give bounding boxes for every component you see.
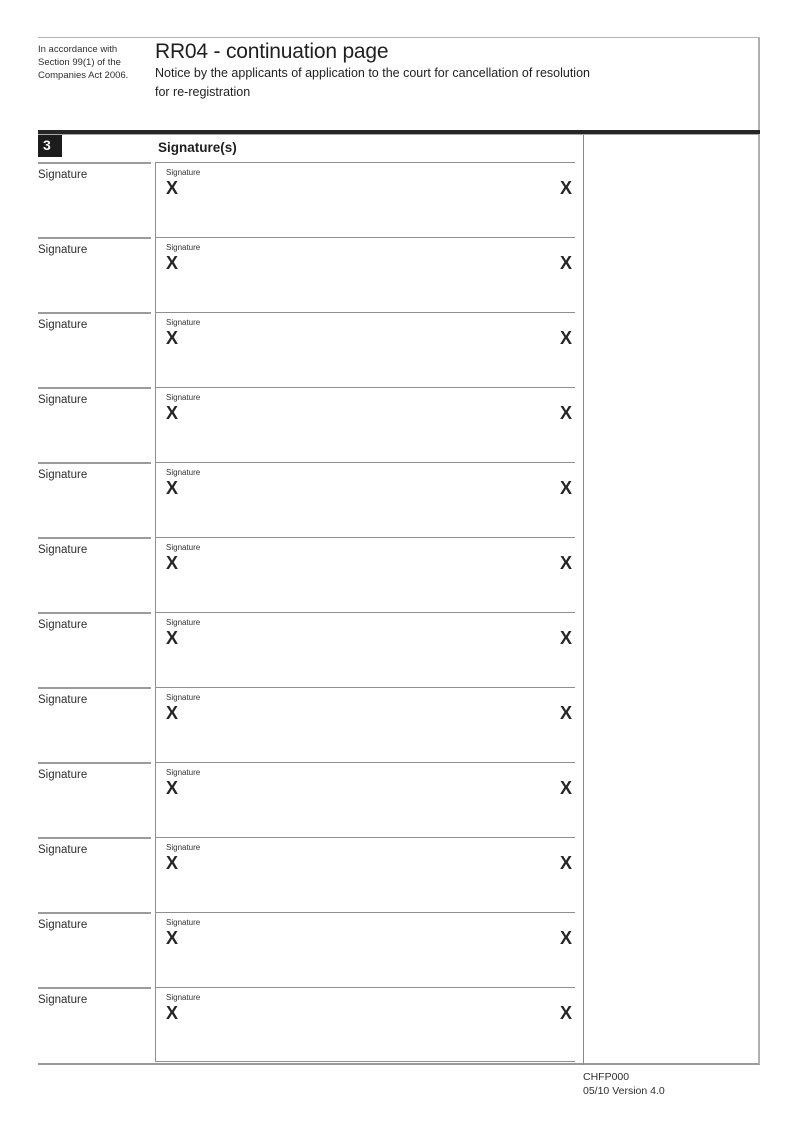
- act-note-line: In accordance with: [38, 44, 118, 55]
- section-divider-bar: [38, 130, 760, 135]
- signature-input-box[interactable]: [155, 462, 575, 537]
- section-heading: Signature(s): [158, 140, 237, 155]
- signature-x-mark-left: X: [166, 778, 179, 798]
- column-divider: [583, 135, 584, 1065]
- signature-input-box[interactable]: [155, 612, 575, 687]
- signature-box-label: Signature: [166, 543, 201, 552]
- signature-row-label: Signature: [38, 612, 151, 631]
- signature-row-label: Signature: [38, 462, 151, 481]
- signature-x-mark-left: X: [166, 553, 179, 573]
- signature-row-label: Signature: [38, 687, 151, 706]
- form-footer: [583, 1070, 665, 1098]
- signature-box-label: Signature: [166, 993, 201, 1002]
- signature-x-mark-left: X: [166, 328, 179, 348]
- signature-x-mark-right: X: [559, 403, 572, 423]
- signature-row-label: Signature: [38, 762, 151, 781]
- act-note-line: Section 99(1) of the: [38, 57, 121, 68]
- signature-row: [38, 537, 575, 612]
- signature-x-mark-right: X: [559, 928, 572, 948]
- signature-x-mark-right: X: [559, 328, 572, 348]
- signature-x-mark-left: X: [166, 253, 179, 273]
- signature-row-label: Signature: [38, 987, 151, 1006]
- signature-box-label: Signature: [166, 618, 201, 627]
- signature-input-box[interactable]: [155, 762, 575, 837]
- signature-box-label: Signature: [166, 918, 201, 927]
- signature-row: [38, 387, 575, 462]
- signature-row-label: Signature: [38, 837, 151, 856]
- signature-row: [38, 837, 575, 912]
- signature-row: [38, 987, 575, 1062]
- signature-x-mark-left: X: [166, 853, 179, 873]
- act-note-line: Companies Act 2006.: [38, 70, 129, 81]
- form-title: RR04 - continuation page: [155, 40, 389, 63]
- form-subtitle-line: Notice by the applicants of application to the court for cancellation of resolution: [155, 66, 590, 80]
- signature-row-label: Signature: [38, 237, 151, 256]
- signature-x-mark-right: X: [559, 628, 572, 648]
- signature-row-label: Signature: [38, 912, 151, 931]
- signature-x-mark-left: X: [166, 928, 179, 948]
- signature-x-mark-right: X: [559, 478, 572, 498]
- signature-x-mark-right: X: [559, 1003, 572, 1023]
- signature-x-mark-left: X: [166, 1003, 179, 1023]
- form-code: CHFP000: [583, 1071, 630, 1083]
- signature-input-box[interactable]: [155, 312, 575, 387]
- signature-x-mark-right: X: [559, 778, 572, 798]
- form-subtitle-line: for re-registration: [155, 85, 251, 99]
- act-reference-note: [38, 43, 156, 82]
- signature-row-label: Signature: [38, 537, 151, 556]
- signature-x-mark-right: X: [559, 703, 572, 723]
- signature-input-box[interactable]: [155, 912, 575, 987]
- signature-input-box[interactable]: [155, 687, 575, 762]
- form-subtitle: [155, 64, 590, 102]
- signature-box-label: Signature: [166, 393, 201, 402]
- signature-box-label: Signature: [166, 693, 201, 702]
- signature-row-label: Signature: [38, 162, 151, 181]
- signature-row: [38, 162, 575, 237]
- signature-box-label: Signature: [166, 168, 201, 177]
- signature-x-mark-left: X: [166, 703, 179, 723]
- signature-x-mark-left: X: [166, 178, 179, 198]
- signature-x-mark-left: X: [166, 403, 179, 423]
- signature-input-box[interactable]: [155, 387, 575, 462]
- signature-row-label: Signature: [38, 312, 151, 331]
- signature-row: [38, 237, 575, 312]
- signature-x-mark-right: X: [559, 178, 572, 198]
- signature-input-box[interactable]: [155, 537, 575, 612]
- signature-box-label: Signature: [166, 318, 201, 327]
- section-number-badge: 3: [38, 135, 62, 157]
- signature-x-mark-right: X: [559, 253, 572, 273]
- signature-row: [38, 912, 575, 987]
- signature-input-box[interactable]: [155, 162, 575, 237]
- signature-input-box[interactable]: [155, 987, 575, 1062]
- signature-box-label: Signature: [166, 768, 201, 777]
- signature-row: [38, 462, 575, 537]
- signature-x-mark-left: X: [166, 628, 179, 648]
- signature-x-mark-right: X: [559, 553, 572, 573]
- signature-input-box[interactable]: [155, 237, 575, 312]
- signature-rows: [38, 162, 575, 1062]
- signature-row: [38, 687, 575, 762]
- signature-box-label: Signature: [166, 243, 201, 252]
- signature-box-label: Signature: [166, 843, 201, 852]
- signature-row-label: Signature: [38, 387, 151, 406]
- signature-box-label: Signature: [166, 468, 201, 477]
- signature-row: [38, 312, 575, 387]
- form-version: 05/10 Version 4.0: [583, 1085, 665, 1097]
- signature-input-box[interactable]: [155, 837, 575, 912]
- signature-x-mark-right: X: [559, 853, 572, 873]
- signature-row: [38, 762, 575, 837]
- signature-row: [38, 612, 575, 687]
- signature-x-mark-left: X: [166, 478, 179, 498]
